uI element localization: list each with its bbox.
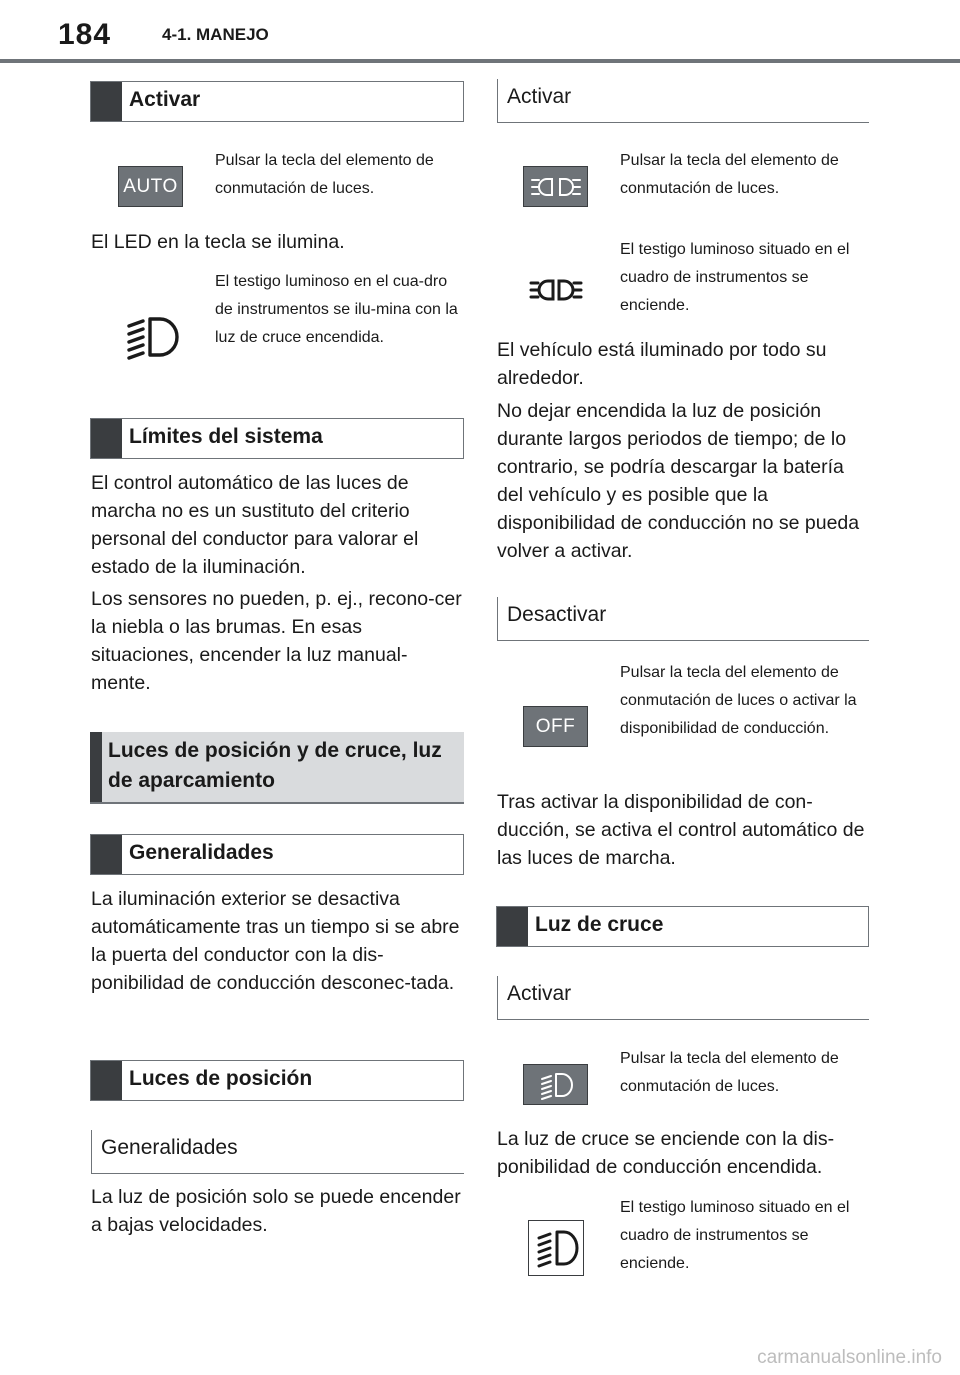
heading-bar [90, 732, 102, 802]
low-beam-indicator-description: El testigo luminoso en el cua-dro de instrumentos se ilu-mina con la luz de cruce encendida. [215, 273, 458, 346]
off-key-label: OFF [535, 715, 576, 737]
subheading-generalidades [91, 1130, 464, 1174]
subheading-activar-1-text: Activar [507, 85, 572, 108]
off-key [523, 706, 588, 747]
heading-activar-text: Activar [129, 88, 201, 111]
low-beam-indicator-icon [528, 1220, 584, 1276]
heading-bar [91, 82, 122, 121]
heading-generalidades [90, 834, 464, 875]
limites-paragraph-1: El control automático de las luces de marcha no es un sustituto del criterio personal del conductor para valorar el estado de la iluminación. [91, 472, 419, 578]
heading-activar [90, 81, 464, 122]
generalidades-paragraph: La iluminación exterior se desactiva automáticamente tras un tiempo si se abre la puerta del conductor con la dis-ponibilidad de conducción desconec-tada. [91, 888, 460, 994]
subheading-desactivar-text: Desactivar [507, 603, 607, 626]
off-key-description: Pulsar la tecla del elemento de conmutación de luces o activar la disponibilidad de conducción. [620, 664, 857, 737]
subheading-activar-2 [497, 976, 869, 1020]
position-light-key [523, 166, 588, 207]
position-indicator-description: El testigo luminoso situado en el cuadro de instrumentos se enciende. [620, 241, 850, 314]
heading-luz-cruce-text: Luz de cruce [535, 913, 664, 936]
heading-bar [91, 419, 122, 458]
heading-generalidades-text: Generalidades [129, 841, 274, 864]
heading-luces-posicion-cruce-text: Luces de posición y de cruce, luz de aparcamiento [108, 739, 442, 792]
iluminado-paragraph: El vehículo está iluminado por todo su alrededor. [497, 339, 827, 389]
heading-luces-posicion [90, 1060, 464, 1101]
subheading-activar-1 [497, 79, 869, 123]
heading-luz-cruce [496, 906, 869, 947]
position-key-description: Pulsar la tecla del elemento de conmutación de luces. [620, 152, 839, 197]
led-text: El LED en la tecla se ilumina. [91, 231, 345, 253]
heading-bar [91, 1061, 122, 1100]
header-rule [0, 59, 960, 63]
auto-key-label: AUTO [123, 175, 178, 197]
watermark: carmanualsonline.info [757, 1347, 942, 1368]
heading-luces-posicion-text: Luces de posición [129, 1067, 313, 1090]
low-beam-indicator-description-2: El testigo luminoso situado en el cuadro de instrumentos se enciende. [620, 1199, 850, 1272]
subheading-desactivar [497, 597, 869, 641]
heading-luces-posicion-cruce [90, 732, 464, 804]
no-dejar-paragraph: No dejar encendida la luz de posición durante largos periodos de tiempo; de lo contrario, se podría descargar la batería del vehículo y es posible que la disponibilidad de conducción no se pueda volver a activar. [497, 400, 860, 562]
subheading-generalidades-text: Generalidades [101, 1136, 238, 1159]
auto-key [118, 166, 183, 207]
heading-limites [90, 418, 464, 459]
chapter-title: 4-1. MANEJO [162, 25, 269, 44]
page-number: 184 [58, 18, 112, 51]
cruce-paragraph: La luz de cruce se enciende con la dis-ponibilidad de conducción encendida. [497, 1128, 835, 1178]
limites-paragraph-2: Los sensores no pueden, p. ej., recono-cer la niebla o las brumas. En esas situaciones, encender la luz manual-mente. [91, 588, 462, 694]
position-light-indicator-icon [528, 273, 584, 307]
low-beam-key-description: Pulsar la tecla del elemento de conmutación de luces. [620, 1050, 839, 1095]
tras-activar-paragraph: Tras activar la disponibilidad de con-ducción, se activa el control automático de las luces de marcha. [497, 791, 865, 869]
posicion-paragraph: La luz de posición solo se puede encender a bajas velocidades. [91, 1186, 461, 1236]
low-beam-key [523, 1064, 588, 1105]
heading-bar [91, 835, 122, 874]
low-beam-icon [118, 310, 182, 364]
auto-key-description: Pulsar la tecla del elemento de conmutación de luces. [215, 152, 434, 197]
heading-limites-text: Límites del sistema [129, 425, 323, 448]
heading-bar [497, 907, 528, 946]
subheading-activar-2-text: Activar [507, 982, 572, 1005]
